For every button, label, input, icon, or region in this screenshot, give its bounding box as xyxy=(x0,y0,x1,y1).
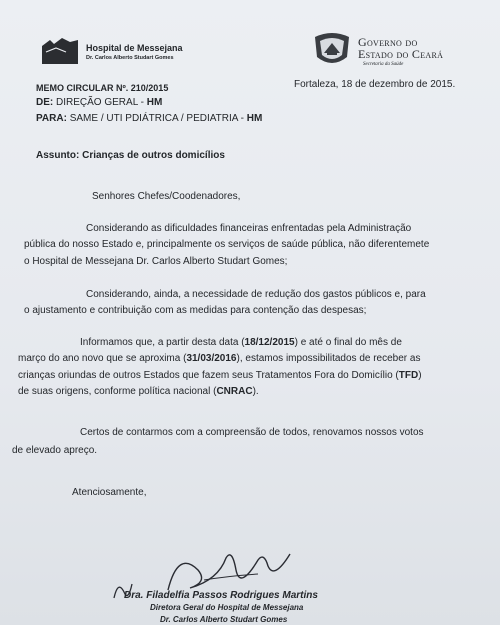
from-label: DE: xyxy=(36,97,54,108)
government-line-2: Estado do Ceará xyxy=(358,47,444,61)
memo-number: MEMO CIRCULAR Nº. 210/2015 xyxy=(36,83,169,93)
from-unit: HM xyxy=(146,97,163,108)
paragraph-2-line-2: o ajustamento e contribuição com as medidas para contenção das despesas; xyxy=(24,305,367,316)
signatory-name: Dra. Filadelfia Passos Rodrigues Martins xyxy=(124,590,318,601)
paragraph-3-line-2: março do ano novo que se aproxima (31/03/2016), estamos impossibilitados de receber as xyxy=(18,353,421,364)
to-unit: HM xyxy=(246,113,263,124)
hospital-logo-icon xyxy=(40,36,80,66)
signatory-institution: Dr. Carlos Alberto Studart Gomes xyxy=(160,615,288,624)
hospital-name: Hospital de Messejana xyxy=(86,43,183,53)
paragraph-4-line-1: Certos de contarmos com a compreensão de todos, renovamos nossos votos xyxy=(80,427,424,438)
closing: Atenciosamente, xyxy=(72,487,147,498)
government-line-1: Governo do xyxy=(358,35,418,49)
paragraph-1-line-3: o Hospital de Messejana Dr. Carlos Alberto Studart Gomes; xyxy=(24,256,288,267)
memo-from xyxy=(36,97,162,108)
state-crest-icon xyxy=(311,31,353,69)
paragraph-3-line-4: de suas origens, conforme política nacional (CNRAC). xyxy=(18,386,259,397)
to-value: SAME / UTI PDIÁTRICA / PEDIATRIA - xyxy=(69,113,247,124)
from-value: DIREÇÃO GERAL - xyxy=(56,97,147,108)
paragraph-2-line-1: Considerando, ainda, a necessidade de redução dos gastos públicos e, para xyxy=(86,289,426,300)
paragraph-3-line-1: Informamos que, a partir desta data (18/12/2015) e até o final do mês de xyxy=(80,337,402,348)
signatory-role: Diretora Geral do Hospital de Messejana xyxy=(150,603,304,612)
salutation: Senhores Chefes/Coodenadores, xyxy=(92,191,241,202)
paragraph-3-line-3: crianças oriundas de outros Estados que fazem seus Tratamentos Fora do Domicílio (TFD) xyxy=(18,370,422,381)
paragraph-1-line-1: Considerando as dificuldades financeiras enfrentadas pela Administração xyxy=(86,223,412,234)
memo-subject: Assunto: Crianças de outros domicílios xyxy=(36,150,225,161)
memo-date: Fortaleza, 18 de dezembro de 2015. xyxy=(294,79,456,90)
paragraph-1-line-2: pública do nosso Estado e, principalmente os serviços de saúde pública, não diferentemete xyxy=(24,239,430,250)
hospital-subtitle: Dr. Carlos Alberto Studart Gomes xyxy=(86,55,174,61)
government-line-3: Secretaria da Saúde xyxy=(363,62,404,67)
paragraph-4-line-2: de elevado apreço. xyxy=(12,445,98,456)
memo-to xyxy=(36,113,262,124)
to-label: PARA: xyxy=(36,113,67,124)
